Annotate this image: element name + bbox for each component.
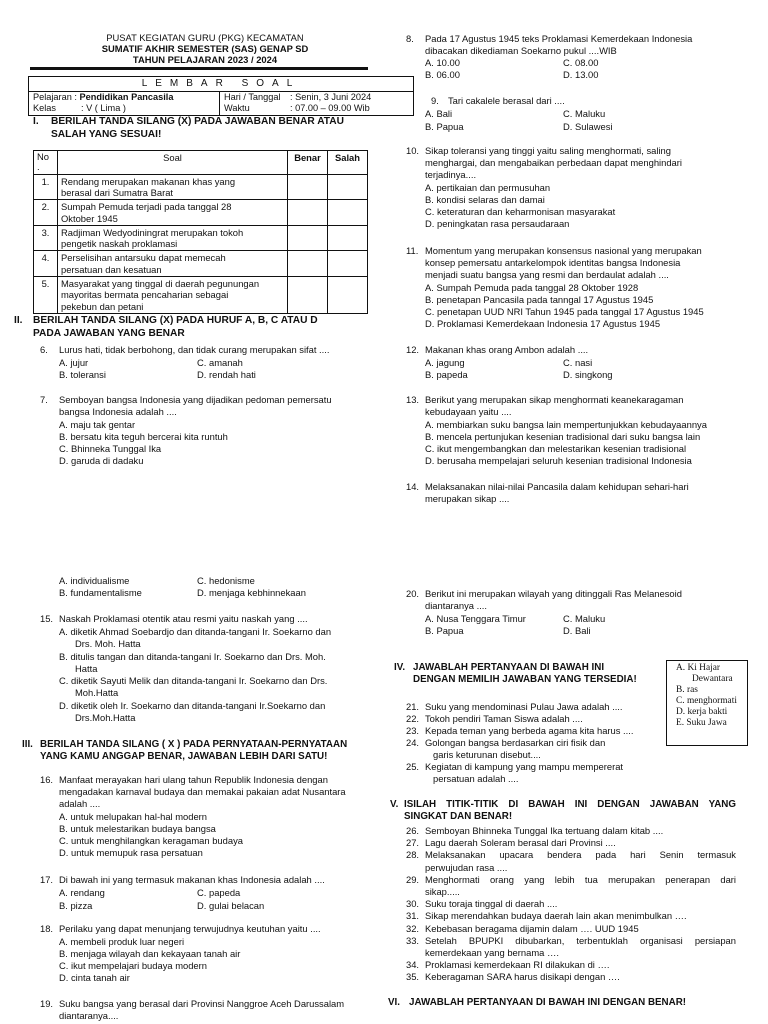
section4-items (406, 701, 664, 785)
choice-e: E. Suku Jawa (676, 718, 727, 729)
option-b[interactable]: B. penetapan Pancasila pada tanngal 17 Agustus 1945 (425, 294, 654, 305)
question-9: 9. Tari cakalele berasal dari .... A. Bali B. Papua C. Maluku D. Sulawesi (425, 95, 613, 132)
section4-title-line1: JAWABLAH PERTANYAAN DI BAWAH INI (413, 662, 605, 673)
option-c[interactable]: C. untuk menghilangkan keragaman budaya (59, 835, 243, 846)
option-a[interactable]: A. membeli produk luar negeri (59, 936, 185, 947)
question-14-options (40, 575, 368, 601)
option-b[interactable]: B. papeda (425, 369, 468, 380)
waktu-label: Waktu (224, 103, 250, 113)
list-item: kemerdekaan yang bernama …. (425, 947, 559, 959)
header-line2: SUMATIF AKHIR SEMESTER (SAS) GENAP SD (101, 42, 309, 54)
option-d[interactable]: D. singkong (563, 369, 613, 380)
option-d[interactable]: D. untuk memupuk rasa persatuan (59, 847, 203, 858)
option-a[interactable]: A. Sumpah Pemuda pada tanggal 28 Oktober 1928 (425, 282, 639, 293)
table-row: 5. Masyarakat yang tinggal di daerah pegunungan mayoritas bermata pencaharian sebagai pekebun dan petani (34, 276, 368, 313)
pelajaran-value: Pendidikan Pancasila (79, 92, 174, 102)
option-b[interactable]: B. toleransi (59, 369, 106, 380)
list-item: 31. Sikap merendahkan budaya daerah lain akan menimbulkan …. (406, 910, 687, 922)
salah-cell[interactable] (328, 251, 368, 277)
option-a[interactable]: A. jujur (59, 357, 89, 368)
benar-cell[interactable] (288, 251, 328, 277)
list-item: persatuan adalah .... (433, 773, 519, 784)
salah-cell[interactable] (328, 200, 368, 226)
list-item: 35. Keberagaman SARA harus disikapi dengan …. (406, 971, 620, 983)
question-16: 16. Manfaat merayakan hari ulang tahun Republik Indonesia dengan mengadakan karnaval budaya dan memakai pakaian adat Nusantara adalah .... A. untuk melupakan hal-hal modern B. untuk melestarikan budaya bangsa C. untuk menghilangkan keragaman budaya D. untuk memupuk rasa persatuan (40, 774, 346, 858)
option-b[interactable]: B. untuk melestarikan budaya bangsa (59, 823, 216, 834)
section4-heading: IV. JAWABLAH PERTANYAAN DI BAWAH INI DENGAN MEMILIH JAWABAN YANG TERSEDIA! (394, 662, 664, 686)
list-item: 28. Melaksanakan upacara bendera pada hari Senin termasuk (406, 849, 736, 861)
option-d[interactable]: D. gulai belacan (197, 900, 265, 911)
lembar-soal-title: LEMBAR SOAL (28, 76, 414, 92)
question-14: 14. Melaksanakan nilai-nilai Pancasila dalam kehidupan sehari-hari merupakan sikap .... (406, 481, 689, 505)
question-12: 12. Makanan khas orang Ambon adalah .... A. jagung B. papeda C. nasi D. singkong (406, 344, 613, 380)
option-a[interactable]: A. maju tak gentar (59, 419, 136, 430)
option-c[interactable]: C. keteraturan dan keharmonisan masyarakat (425, 206, 616, 217)
list-item: 23. Kepada teman yang berbeda agama kita harus .... (406, 725, 634, 736)
option-b[interactable]: B. fundamentalisme (59, 587, 142, 598)
option-d[interactable]: D. Sulawesi (563, 121, 613, 132)
section5-heading: V. ISILAH TITIK-TITIK DI BAWAH INI DENGAN JAWABAN YANG SINGKAT DAN BENAR! (390, 799, 736, 823)
choice-a: A. Ki Hajar (676, 663, 720, 673)
question-17: 17. Di bawah ini yang termasuk makanan khas Indonesia adalah .... A. rendang B. pizza C. papeda D. gulai belacan (40, 874, 325, 911)
table-header-row (34, 151, 368, 175)
option-a[interactable]: A. diketik Ahmad Soebardjo dan ditanda-tangani Ir. Soekarno dan Drs. Moh. Hatta (59, 626, 332, 650)
option-b[interactable]: B. menjaga wilayah dan kekayaan tanah air (59, 948, 241, 959)
col-soal: Soal (58, 151, 288, 175)
option-d[interactable]: D. menjaga kebhinnekaan (197, 587, 306, 598)
table-row: 4. Perselisihan antarsuku dapat memecah persatuan dan kesatuan (34, 251, 368, 277)
list-item: 27. Lagu daerah Soleram berasal dari Provinsi .... (406, 837, 616, 849)
header-line1: PUSAT KEGIATAN GURU (PKG) KECAMATAN (106, 32, 304, 43)
option-b[interactable]: B. kondisi selaras dan damai (425, 194, 545, 205)
salah-cell[interactable] (328, 174, 368, 200)
list-item: 34. Proklamasi kemerdekaan RI dilakukan di …. (406, 959, 610, 971)
choice-b: B. ras (676, 685, 698, 696)
question-18: 18. Perilaku yang dapat menunjang terwujudnya keutuhan yaitu .... A. membeli produk luar negeri B. menjaga wilayah dan kekayaan tanah air C. ikut mempelajari budaya modern D. cinta tanah air (40, 923, 321, 983)
choice-d: D. kerja bakti (676, 707, 728, 718)
option-c[interactable]: C. papeda (197, 887, 241, 898)
option-d[interactable]: D. diketik oleh Ir. Soekarno dan ditanda-tangani Ir.Soekarno dan Drs.Moh.Hatta (59, 700, 326, 724)
list-item: 32. Kebebasan beragama dijamin dalam …. UUD 1945 (406, 922, 639, 934)
answer-choices-box (666, 660, 748, 746)
list-item: garis keturunan disebut.... (433, 749, 541, 760)
exam-info-box (28, 91, 414, 116)
list-item: sikap..... (425, 886, 460, 898)
list-item: 33. Setelah BPUPKI dibubarkan, terbentuklah organisasi persiapan (406, 934, 736, 946)
option-a[interactable]: A. Bali (425, 108, 453, 119)
option-b[interactable]: B. mencela pertunjukan kesenian tradisional dari suku bangsa lain (425, 431, 701, 442)
header-rule (30, 67, 368, 70)
section4-title-line2: DENGAN MEMILIH JAWABAN YANG TERSEDIA! (413, 674, 637, 686)
benar-cell[interactable] (288, 174, 328, 200)
list-item: 30. Suku toraja tinggal di daerah .... (406, 898, 558, 910)
option-a[interactable]: A. rendang (59, 887, 105, 898)
benar-cell[interactable] (288, 200, 328, 226)
section6-title: JAWABLAH PERTANYAAN DI BAWAH INI DENGAN BENAR! (409, 997, 687, 1008)
question-20: 20. Berikut ini merupakan wilayah yang ditinggali Ras Melanesoid diantaranya .... A. Nusa Tenggara Timur B. Papua C. Maluku D. Bali (406, 588, 682, 636)
question-7: 7. Semboyan bangsa Indonesia yang dijadikan pedoman pemersatu bangsa Indonesia adalah .... A. maju tak gentar B. bersatu kita teguh bercerai kita runtuh C. Bhinneka Tunggal Ika D. garuda di dadaku (40, 394, 332, 466)
question-13: 13. Berikut yang merupakan sikap menghormati keanekaragaman kebudayaan yaitu .... A. membiarkan suku bangsa lain mempertunjukkan kebudayaannya B. mencela pertunjukan kesenian tradisional dari suku bangsa lain C. ikut mengembangkan dan melestarikan kesenian tradisional D. berusaha mempelajari seluruh kesenian tradisional Indonesia (406, 394, 707, 466)
option-c[interactable]: C. ikut mengembangkan dan melestarikan kesenian tradisional (425, 443, 687, 454)
option-c[interactable]: C. nasi (563, 357, 593, 368)
option-c[interactable]: C. Maluku (563, 108, 606, 119)
col-no-dot: . (37, 161, 40, 173)
option-b[interactable]: B. bersatu kita teguh bercerai kita runtuh (59, 431, 228, 442)
list-item: 25. Kegiatan di kampung yang mampu mempererat (406, 761, 624, 772)
list-item: 21. Suku yang mendominasi Pulau Jawa adalah .... (406, 701, 623, 712)
option-a[interactable]: A. individualisme (59, 575, 130, 586)
list-item: 26. Semboyan Bhinneka Tunggal Ika tertuang dalam kitab .... (406, 825, 664, 836)
table-row: 2. Sumpah Pemuda terjadi pada tanggal 28 Oktober 1945 (34, 200, 368, 226)
school-header (40, 33, 370, 65)
list-item: 24. Golongan bangsa berdasarkan ciri fisik dan (406, 737, 606, 748)
salah-cell[interactable] (328, 276, 368, 313)
option-a[interactable]: A. 10.00 (425, 57, 460, 68)
section1-title-line1: BERILAH TANDA SILANG (X) PADA JAWABAN BENAR ATAU (51, 116, 344, 127)
section5-title-line1: ISILAH TITIK-TITIK DI BAWAH INI DENGAN JAWABAN YANG (404, 799, 736, 810)
section2-heading: II. BERILAH TANDA SILANG (X) PADA HURUF A, B, C ATAU D PADA JAWABAN YANG BENAR (14, 315, 374, 341)
section2-title-line2: PADA JAWABAN YANG BENAR (33, 327, 185, 339)
choice-c: C. menghormati (676, 696, 737, 707)
section1-heading: I. BERILAH TANDA SILANG (X) PADA JAWABAN BENAR ATAU SALAH YANG SESUAI! (33, 116, 373, 142)
section5-title-line2: SINGKAT DAN BENAR! (404, 811, 513, 823)
question-8: 8. Pada 17 Agustus 1945 teks Proklamasi Kemerdekaan Indonesia dibacakan dikediaman Soekarno pukul ....WIB A. 10.00 B. 06.00 C. 08.00 D. 13.00 (406, 33, 693, 80)
choice-a-cont: Dewantara (692, 674, 733, 685)
option-d[interactable]: D. Proklamasi Kemerdekaan Indonesia 17 Agustus 1945 (425, 318, 661, 329)
section3-heading: III. BERILAH TANDA SILANG ( X ) PADA PERNYATAAN-PERNYATAAN YANG KAMU ANGGAP BENAR, JAWABAN LEBIH DARI SATU! (22, 739, 372, 763)
question-6: 6. Lurus hati, tidak berbohong, dan tidak curang merupakan sifat .... A. jujur B. toleransi C. amanah D. rendah hati (40, 344, 330, 380)
hari-value: : Senin, 3 Juni 2024 (290, 92, 372, 102)
section1-title-line2: SALAH YANG SESUAI! (51, 128, 162, 140)
benar-cell[interactable] (288, 225, 328, 251)
option-d[interactable]: D. rendah hati (197, 369, 256, 380)
table-row: 3. Radjiman Wedyodiningrat merupakan tokoh pengetik naskah proklamasi (34, 225, 368, 251)
hari-label: Hari / Tanggal (224, 92, 281, 102)
option-a[interactable]: A. Nusa Tenggara Timur (425, 613, 526, 624)
option-a[interactable]: A. jagung (425, 357, 465, 368)
option-c[interactable]: C. diketik Sayuti Melik dan ditanda-tangani Ir. Soekarno dan Drs. Moh.Hatta (59, 675, 328, 699)
option-c[interactable]: C. amanah (197, 357, 243, 368)
option-b[interactable]: B. Papua (425, 121, 464, 132)
col-salah: Salah (328, 151, 368, 175)
option-d[interactable]: D. 13.00 (563, 69, 599, 80)
question-19: 19. Suku bangsa yang berasal dari Provinsi Nanggroe Aceh Darussalam diantaranya.... (40, 998, 345, 1022)
section5-items (406, 825, 736, 984)
option-c[interactable]: C. hedonisme (197, 575, 255, 586)
option-d[interactable]: D. peningkatan rasa persaudaraan (425, 218, 570, 229)
option-c[interactable]: C. 08.00 (563, 57, 599, 68)
option-b[interactable]: B. ditulis tangan dan ditanda-tangani Ir. Soekarno dan Drs. Moh. Hatta (59, 651, 326, 675)
option-d[interactable]: D. cinta tanah air (59, 972, 130, 983)
option-b[interactable]: B. pizza (59, 900, 93, 911)
option-d[interactable]: D. berusaha mempelajari seluruh kesenian tradisional Indonesia (425, 455, 692, 466)
option-d[interactable]: D. Bali (563, 625, 591, 636)
question-15: 15. Naskah Proklamasi otentik atau resmi yaitu naskah yang .... A. diketik Ahmad Soebardjo dan ditanda-tangani Ir. Soekarno dan Drs. Moh. Hatta B. ditulis tangan dan ditanda-tangani Ir. Soekarno dan Drs. Moh. Hatta C. diketik Sayuti Melik dan ditanda-tangani Ir. Soekarno dan Drs. Moh.Hatta D. diketik oleh Ir. Soekarno dan ditanda-tangani Ir.Soekarno dan Drs.Moh.Hatta (40, 613, 368, 625)
question-10: 10. Sikap toleransi yang tinggi yaitu saling menghormati, saling menghargai, dan mengabaikan perbedaan dapat menghindari terjadinya.... A. pertikaian dan permusuhan B. kondisi selaras dan damai C. keteraturan dan keharmonisan masyarakat D. peningkatan rasa persaudaraan (406, 145, 682, 229)
option-c[interactable]: C. Bhinneka Tunggal Ika (59, 443, 162, 454)
header-line3: TAHUN PELAJARAN 2023 / 2024 (132, 53, 278, 65)
kelas-value: : V ( Lima ) (81, 103, 126, 113)
option-d[interactable]: D. garuda di dadaku (59, 455, 144, 466)
col-benar: Benar (288, 151, 328, 175)
option-b[interactable]: B. Papua (425, 625, 464, 636)
section3-title-line2: YANG KAMU ANGGAP BENAR, JAWABAN LEBIH DARI SATU! (40, 751, 328, 763)
section6-heading: VI. JAWABLAH PERTANYAAN DI BAWAH INI DENGAN BENAR! (388, 997, 687, 1008)
option-b[interactable]: B. 06.00 (425, 69, 460, 80)
option-c[interactable]: C. ikut mempelajari budaya modern (59, 960, 207, 971)
kelas-label: Kelas (33, 103, 56, 113)
question-11: 11. Momentum yang merupakan konsensus nasional yang merupakan konsep pemersatu antarkelompok identitas bangsa Indonesia menjadi suatu bangsa yang resmi dan berdaulat adalah .... A. Sumpah Pemuda pada tanggal 28 Oktober 1928 B. penetapan Pancasila pada tanngal 17 Agustus 1945 C. penetapan UUD NRI Tahun 1945 pada tanggal 17 Agustus 1945 D. Proklamasi Kemerdekaan Indonesia 17 Agustus 1945 (406, 245, 704, 329)
option-a[interactable]: A. pertikaian dan permusuhan (425, 182, 551, 193)
list-item: perwujudan rasa .... (425, 861, 508, 873)
list-item: 29. Menghormati orang yang lebih tua merupakan penerapan dari (406, 873, 736, 885)
true-false-table (33, 150, 368, 314)
waktu-value: : 07.00 – 09.00 Wib (290, 103, 370, 113)
list-item: 22. Tokoh pendiri Taman Siswa adalah .... (406, 713, 583, 724)
option-c[interactable]: C. Maluku (563, 613, 606, 624)
section2-title-line1: BERILAH TANDA SILANG (X) PADA HURUF A, B, C ATAU D (33, 315, 318, 326)
col-no: No (37, 151, 49, 162)
section3-title-line1: BERILAH TANDA SILANG ( X ) PADA PERNYATAAN-PERNYATAAN (40, 739, 348, 750)
pelajaran-label: Pelajaran : (33, 92, 77, 102)
salah-cell[interactable] (328, 225, 368, 251)
option-c[interactable]: C. penetapan UUD NRI Tahun 1945 pada tanggal 17 Agustus 1945 (425, 306, 704, 317)
table-row: 1. Rendang merupakan makanan khas yang berasal dari Sumatra Barat (34, 174, 368, 200)
option-a[interactable]: A. membiarkan suku bangsa lain mempertunjukkan kebudayaannya (425, 419, 707, 430)
benar-cell[interactable] (288, 276, 328, 313)
option-a[interactable]: A. untuk melupakan hal-hal modern (59, 811, 208, 822)
